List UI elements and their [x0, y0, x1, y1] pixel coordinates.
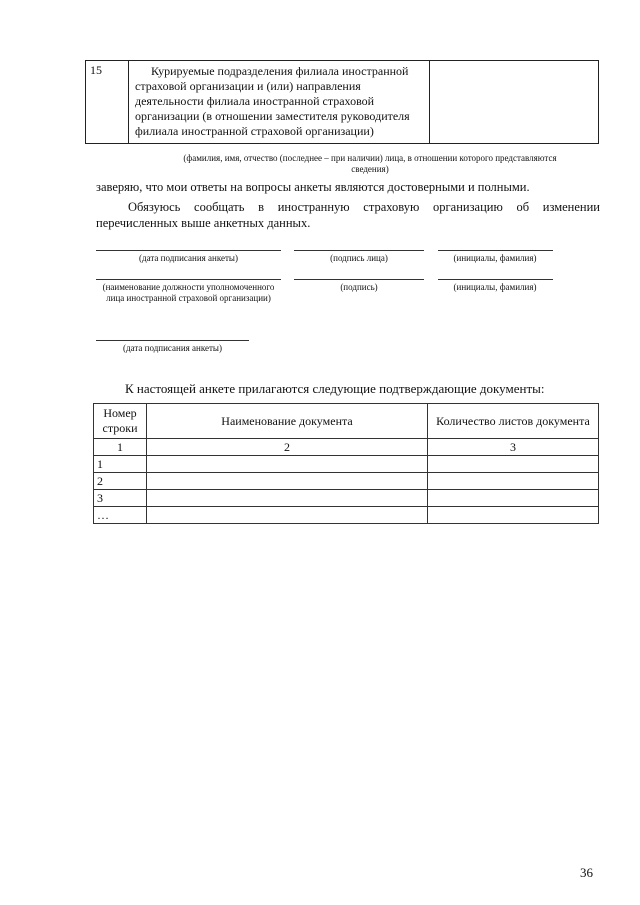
authorized-initials-caption: (инициалы, фамилия): [453, 282, 537, 292]
initials-caption: (инициалы, фамилия): [453, 253, 537, 263]
position-caption: (наименование должности уполномоченного лица иностранной страховой организации): [102, 282, 275, 303]
signature-line: [294, 250, 424, 251]
date-sign-caption: (дата подписания анкеты): [139, 253, 238, 263]
table-row: [94, 507, 599, 524]
document-name-cell: [147, 490, 428, 507]
table-row: [94, 456, 599, 473]
row-value-cell: [430, 61, 599, 144]
documents-table: [93, 403, 599, 524]
document-name-cell: [147, 473, 428, 490]
table-row: [94, 490, 599, 507]
table-header-row: [94, 404, 599, 439]
row-number-cell: …: [94, 507, 147, 524]
signature-caption: (подпись лица): [330, 253, 388, 263]
page-count-cell: [428, 490, 599, 507]
row-number: 15: [86, 61, 129, 144]
certify-text: заверяю, что мои ответы на вопросы анкеты являются достоверными и полными.: [96, 180, 530, 194]
obligation-text: Обязуюсь сообщать в иностранную страховую организацию об изменении перечисленных выше анкетных данных.: [96, 200, 600, 230]
document-name-cell: [147, 456, 428, 473]
document-name-cell: [147, 507, 428, 524]
page-number: 36: [580, 865, 593, 880]
attachments-intro: К настоящей анкете прилагаются следующие подтверждающие документы:: [125, 381, 545, 396]
initials-line: [438, 250, 553, 251]
col-number-1: 1: [94, 439, 147, 456]
column-number-row: [94, 439, 599, 456]
row-label: [129, 61, 430, 144]
authorized-signature-line: [294, 279, 424, 280]
table-row: [94, 473, 599, 490]
header-document-name: Наименование документа: [147, 404, 428, 439]
table-row: [86, 61, 599, 144]
row-number-cell: 3: [94, 490, 147, 507]
page-count-cell: [428, 473, 599, 490]
authorized-date-line: [96, 340, 249, 341]
authorized-date-caption: (дата подписания анкеты): [123, 343, 222, 353]
col-number-3: 3: [428, 439, 599, 456]
page-count-cell: [428, 507, 599, 524]
row-label-text: Курируемые подразделения филиала иностранной страховой организации и (или) направления деятельности филиала иностранной страховой организации (в отношении заместителя руководителя филиала иностранной страховой организации): [135, 64, 410, 138]
row-number-cell: 2: [94, 473, 147, 490]
authorized-initials-line: [438, 279, 553, 280]
header-page-count: Количество листов документа: [428, 404, 599, 439]
fio-caption: (фамилия, имя, отчество (последнее – при наличии) лица, в отношении которого представляются сведения): [183, 153, 557, 174]
page-count-cell: [428, 456, 599, 473]
col-number-2: 2: [147, 439, 428, 456]
date-sign-line: [96, 250, 281, 251]
header-row-number: Номер строки: [94, 404, 147, 439]
row-number-cell: 1: [94, 456, 147, 473]
position-line: [96, 279, 281, 280]
authorized-signature-caption: (подпись): [340, 282, 378, 292]
top-table: [85, 60, 599, 144]
